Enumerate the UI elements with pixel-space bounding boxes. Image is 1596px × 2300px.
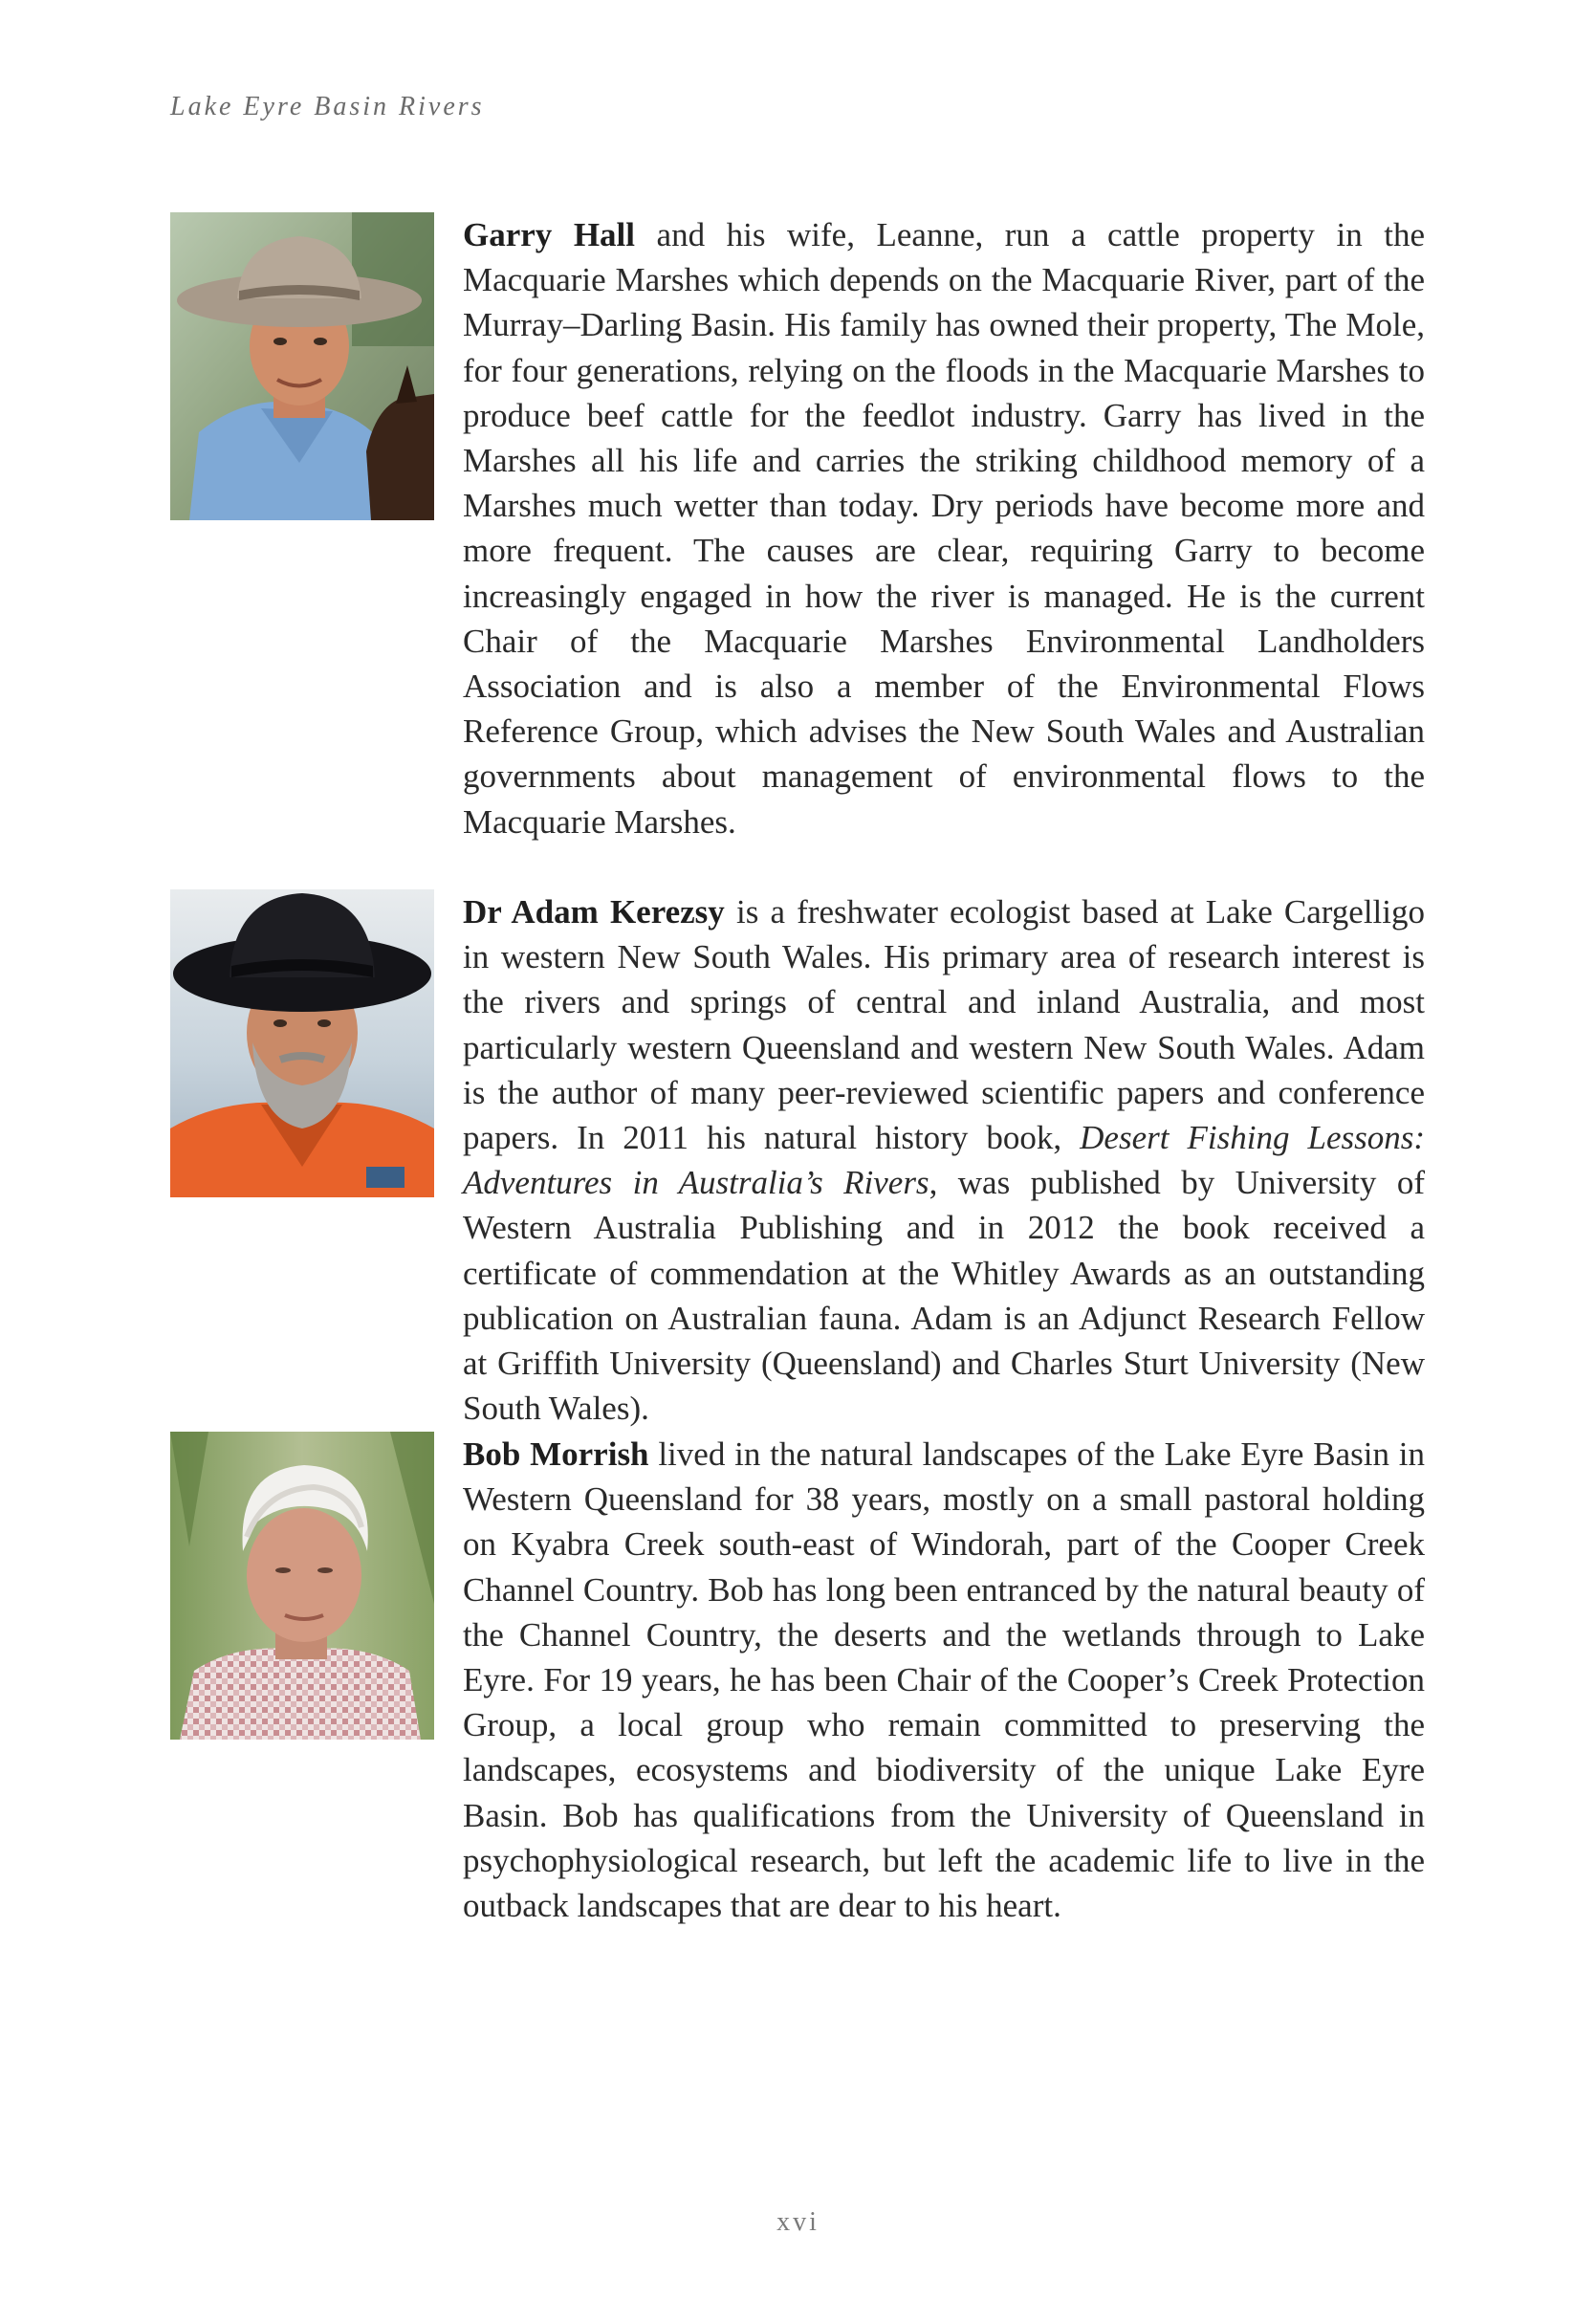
bio-text-garry-hall	[463, 212, 1425, 844]
bio-name-adam-kerezsy: Dr Adam Kerezsy	[463, 893, 725, 931]
bio-body-adam-kerezsy-2: , was published by University of Western Australia Publishing and in 2012 the book received a certificate of commendation at the Whitley Awards as an outstanding publication on Australian fauna. Adam is an Adjunct Research Fellow at Griffith University (Queensland) and Charles Sturt University (New South Wales).	[463, 1164, 1425, 1428]
bio-body-bob-morrish: lived in the natural landscapes of the Lake Eyre Basin in Western Queensland for 38 years, mostly on a small pastoral holding on Kyabra Creek south-east of Windorah, part of the Cooper Creek Channel Country. Bob has long been entranced by the natural beauty of the Channel Country, the deserts and the wetlands through to Lake Eyre. For 19 years, he has been Chair of the Cooper’s Creek Protection Group, a local group who remain committed to preserving the landscapes, ecosystems and biodiversity of the unique Lake Eyre Basin. Bob has qualifications from the University of Queensland in psychophysiological research, but left the academic life to live in the outback landscapes that are dear to his heart.	[463, 1435, 1425, 1925]
bio-text-bob-morrish	[463, 1432, 1425, 1928]
page-number: xvi	[776, 2207, 820, 2237]
bio-name-bob-morrish: Bob Morrish	[463, 1435, 649, 1473]
portrait-photo-garry-hall	[170, 212, 434, 520]
portrait-photo-adam-kerezsy	[170, 889, 434, 1197]
running-head: Lake Eyre Basin Rivers	[170, 92, 485, 121]
bio-body-adam-kerezsy-1: is a freshwater ecologist based at Lake Cargelligo in western New South Wales. His primary area of research interest is the rivers and springs of central and inland Australia, and most particularly western Queensland and western New South Wales. Adam is the author of many peer-reviewed scientific papers and conference papers. In 2011 his natural history book,	[463, 893, 1425, 1157]
portrait-photo-bob-morrish	[170, 1432, 434, 1740]
book-title: Desert Fishing Lessons: Adventures in Australia’s Rivers	[463, 1119, 1425, 1202]
bio-name-garry-hall: Garry Hall	[463, 216, 636, 253]
bio-text-adam-kerezsy	[463, 889, 1425, 1431]
bio-body-garry-hall: and his wife, Leanne, run a cattle property in the Macquarie Marshes which depends on the Macquarie River, part of the Murray–Darling Basin. His family has owned their property, The Mole, for four generations, relying on the floods in the Macquarie Marshes to produce beef cattle for the feedlot industry. Garry has lived in the Marshes all his life and carries the striking childhood memory of a Marshes much wetter than today. Dry periods have become more and more frequent. The causes are clear, requiring Garry to become increasingly engaged in how the river is managed. He is the current Chair of the Macquarie Marshes Environmental Landholders Association and is also a member of the Environmental Flows Reference Group, which advises the New South Wales and Australian governments about management of environmental flows to the Macquarie Marshes.	[463, 216, 1425, 841]
